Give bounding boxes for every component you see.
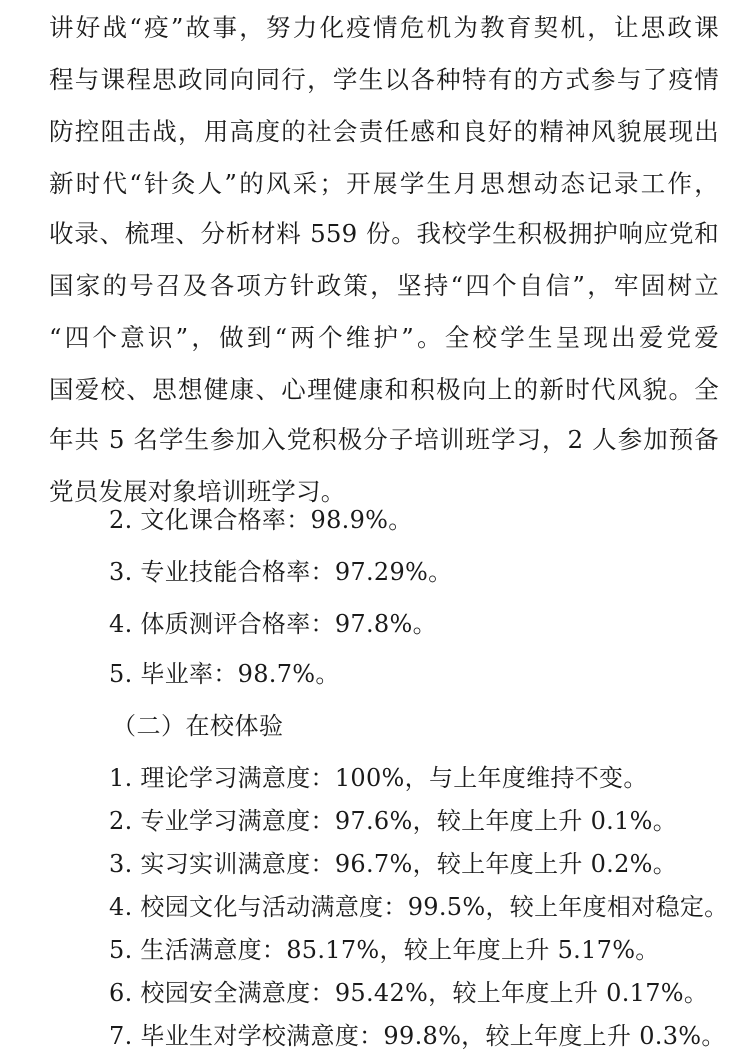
list-item: 7. 毕业生对学校满意度：99.8%，较上年度上升 0.3%。 (109, 1022, 726, 1050)
list-item: 2. 文化课合格率：98.9%。 (109, 506, 413, 534)
list-item: 5. 毕业率：98.7%。 (109, 660, 340, 688)
paragraph-line: 防控阻击战，用高度的社会责任感和良好的精神风貌展现出 (49, 117, 719, 146)
paragraph-line: 国爱校、思想健康、心理健康和积极向上的新时代风貌。全 (49, 375, 719, 404)
list-item: 4. 校园文化与活动满意度：99.5%，较上年度相对稳定。 (109, 893, 729, 921)
paragraph-line: “四个意识”，做到“两个维护”。全校学生呈现出爱党爱 (49, 323, 719, 352)
paragraph-line: 党员发展对象培训班学习。 (49, 477, 346, 506)
list-item: 1. 理论学习满意度：100%，与上年度维持不变。 (109, 764, 648, 792)
list-item: 6. 校园安全满意度：95.42%，较上年度上升 0.17%。 (109, 979, 709, 1007)
paragraph-line: 年共 5 名学生参加入党积极分子培训班学习，2 人参加预备 (49, 425, 719, 454)
list-item: 4. 体质测评合格率：97.8%。 (109, 610, 437, 638)
list-item: 2. 专业学习满意度：97.6%，较上年度上升 0.1%。 (109, 807, 678, 835)
list-item: 3. 实习实训满意度：96.7%，较上年度上升 0.2%。 (109, 850, 678, 878)
list-item: 3. 专业技能合格率：97.29%。 (109, 558, 453, 586)
section-heading: （二）在校体验 (112, 712, 284, 740)
list-item: 5. 生活满意度：85.17%，较上年度上升 5.17%。 (109, 936, 660, 964)
paragraph-line: 国家的号召及各项方针政策，坚持“四个自信”，牢固树立 (49, 271, 719, 300)
paragraph-line: 程与课程思政同向同行，学生以各种特有的方式参与了疫情 (49, 65, 719, 94)
paragraph-line: 新时代“针灸人”的风采；开展学生月思想动态记录工作， (49, 169, 719, 198)
paragraph-line: 讲好战“疫”故事，努力化疫情危机为教育契机，让思政课 (49, 13, 719, 42)
paragraph-line: 收录、梳理、分析材料 559 份。我校学生积极拥护响应党和 (49, 219, 719, 248)
